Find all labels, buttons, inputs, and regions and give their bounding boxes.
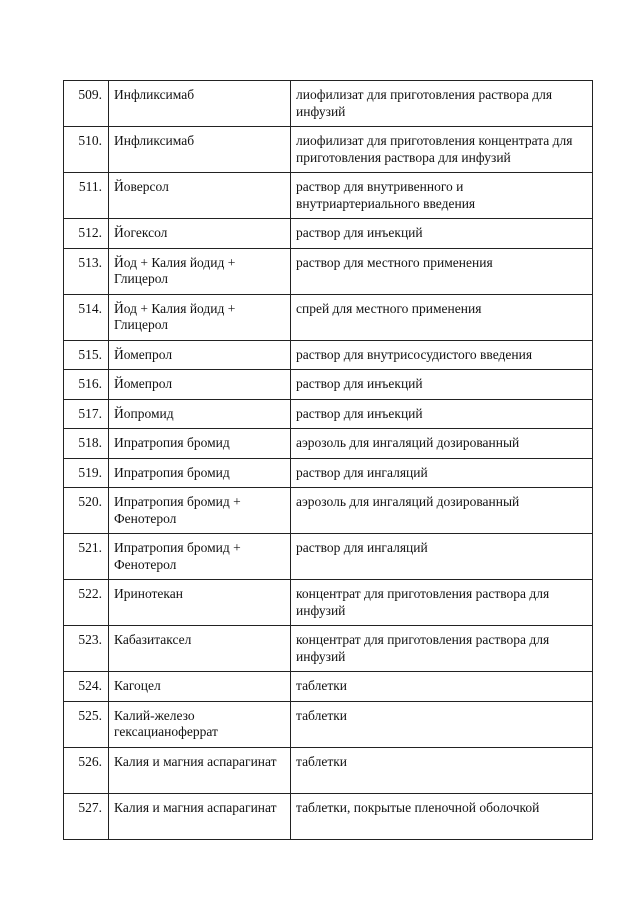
dosage-form: таблетки [291,701,593,747]
drug-name: Йопромид [109,399,291,429]
drug-name: Йомепрол [109,340,291,370]
drug-name: Калий-железо гексацианоферрат [109,701,291,747]
dosage-form: концентрат для приготовления раствора для инфузий [291,580,593,626]
drug-name: Инфликсимаб [109,81,291,127]
drug-name: Йод + Калия йодид + Глицерол [109,248,291,294]
dosage-form: раствор для местного применения [291,248,593,294]
dosage-form: аэрозоль для ингаляций дозированный [291,429,593,459]
table-row [64,488,593,534]
drug-name: Кабазитаксел [109,626,291,672]
dosage-form: лиофилизат для приготовления концентрата для приготовления раствора для инфузий [291,127,593,173]
table-row [64,340,593,370]
dosage-form: раствор для инъекций [291,370,593,400]
dosage-form: раствор для ингаляций [291,458,593,488]
row-number: 526. [64,747,109,793]
dosage-form: аэрозоль для ингаляций дозированный [291,488,593,534]
row-number: 517. [64,399,109,429]
table-row [64,294,593,340]
drug-table-body [64,81,593,840]
table-row [64,534,593,580]
drug-name: Ипратропия бромид [109,458,291,488]
row-number: 516. [64,370,109,400]
dosage-form: раствор для внутрисосудистого введения [291,340,593,370]
row-number: 523. [64,626,109,672]
drug-name: Йод + Калия йодид + Глицерол [109,294,291,340]
table-row [64,580,593,626]
dosage-form: спрей для местного применения [291,294,593,340]
row-number: 520. [64,488,109,534]
drug-table [63,80,593,840]
drug-name: Инфликсимаб [109,127,291,173]
row-number: 521. [64,534,109,580]
row-number: 527. [64,793,109,839]
drug-name: Ипратропия бромид + Фенотерол [109,534,291,580]
dosage-form: таблетки [291,672,593,702]
table-row [64,173,593,219]
table-row [64,793,593,839]
row-number: 515. [64,340,109,370]
table-row [64,701,593,747]
row-number: 519. [64,458,109,488]
row-number: 511. [64,173,109,219]
table-row [64,127,593,173]
row-number: 514. [64,294,109,340]
drug-name: Йоверсол [109,173,291,219]
drug-name: Ипратропия бромид [109,429,291,459]
drug-name: Йомепрол [109,370,291,400]
table-row [64,81,593,127]
dosage-form: раствор для ингаляций [291,534,593,580]
row-number: 512. [64,219,109,249]
drug-name: Ипратропия бромид + Фенотерол [109,488,291,534]
dosage-form: лиофилизат для приготовления раствора для инфузий [291,81,593,127]
drug-name: Йогексол [109,219,291,249]
table-row [64,248,593,294]
row-number: 524. [64,672,109,702]
drug-name: Калия и магния аспарагинат [109,793,291,839]
dosage-form: концентрат для приготовления раствора для инфузий [291,626,593,672]
drug-name: Иринотекан [109,580,291,626]
row-number: 522. [64,580,109,626]
table-row [64,399,593,429]
dosage-form: таблетки [291,747,593,793]
table-row [64,219,593,249]
row-number: 510. [64,127,109,173]
table-row [64,747,593,793]
table-row [64,429,593,459]
drug-name: Кагоцел [109,672,291,702]
dosage-form: таблетки, покрытые пленочной оболочкой [291,793,593,839]
dosage-form: раствор для инъекций [291,219,593,249]
table-row [64,626,593,672]
row-number: 509. [64,81,109,127]
row-number: 513. [64,248,109,294]
table-row [64,458,593,488]
row-number: 518. [64,429,109,459]
row-number: 525. [64,701,109,747]
table-row [64,672,593,702]
dosage-form: раствор для внутривенного и внутриартериального введения [291,173,593,219]
table-row [64,370,593,400]
dosage-form: раствор для инъекций [291,399,593,429]
drug-name: Калия и магния аспарагинат [109,747,291,793]
